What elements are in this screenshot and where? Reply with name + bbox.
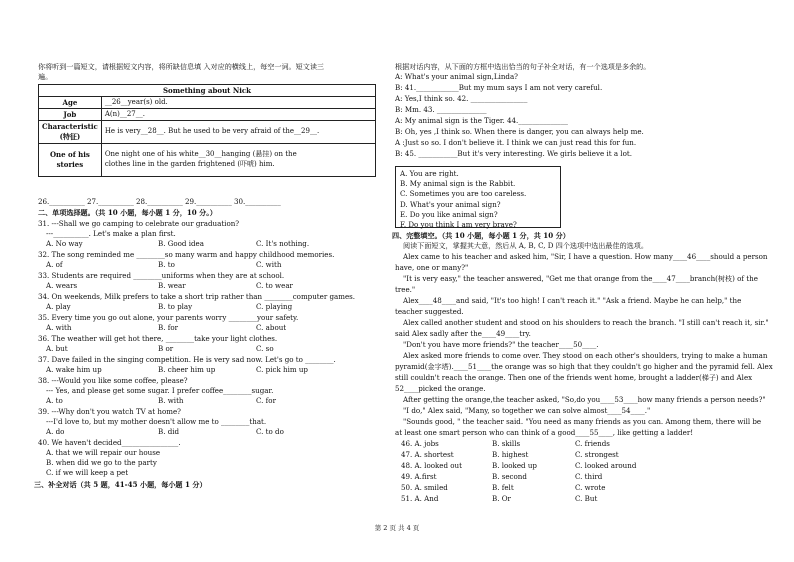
option: A. to [46,396,63,405]
passage-line: pyramid(金字塔).____51____the orange was so high that they couldn't go higher and the pyramid fell. Alex [395,362,773,371]
option: A. do [46,427,65,436]
passage-line: said Alex sadly after the____49____try. [395,329,531,338]
passage-line: "Sounds good, " the teacher said. "You need as many friends as you can. Among them, there will be [403,417,762,426]
question-31: 31. ---Shall we go camping to celebrate our graduation? [38,219,240,228]
option: A. No way [46,239,83,248]
nick-info-table [38,84,376,177]
box-option: D. What's your animal sign? [400,199,501,209]
table-title: Something about Nick [39,85,376,97]
passage-line: Alex called another student and stood on his shoulders to reach the branch. "I still can't reach it, sir." [403,318,769,327]
option: C. if we will keep a pet [46,468,129,477]
question-38: 38. ---Would you like some coffee, please? [38,376,188,385]
option: 49. A.first [401,472,437,481]
option: B. looked up [492,461,537,470]
option: A. wake him up [46,365,102,374]
row-label: Characteristic (特征) [39,121,102,144]
passage-line: teacher suggested. [395,307,464,316]
row-content: A(n)__27__. [101,109,375,121]
row-content: He is very__28__. But he used to be very afraid of the__29__. [101,121,375,144]
answer-blanks: 26.__________ 27.__________ 28.__________ 29.__________ 30.__________ [38,197,281,206]
dialog-line: A: What's your animal sign,Linda? [395,72,518,81]
passage-line: 52____picked the orange. [395,384,486,393]
row-label: Age [39,97,102,109]
option: C. with [256,260,282,269]
box-option: B. My animal sign is the Rabbit. [400,179,516,189]
option: A. wears [46,281,78,290]
option: B. Good idea [158,239,204,248]
option: C. It's nothing. [256,239,310,248]
option: A. play [46,302,71,311]
option: C. wrote [575,483,606,492]
option: B. when did we go to the party [46,458,157,467]
option: B. felt [492,483,514,492]
option: B. to [158,260,175,269]
page-footer: 第 2 页 共 4 页 [374,524,420,532]
option: C. playing [256,302,293,311]
question-31-response: ---__________. Let's make a plan first. [46,229,176,238]
option: 46. A. jobs [401,439,439,448]
question-33: 33. Students are required ________uniforms when they are at school. [38,271,285,280]
section-4-heading: 四、完整填空。（共 10 小题，每小题 1 分，共 10 分） [392,231,570,240]
row-content: One night one of his white__30__hanging (悬挂) on the clothes line in the garden frightened (吓唬) him. [101,144,375,177]
listening-instruction-cont: 遍。 [38,72,53,81]
option: A. but [46,344,68,353]
question-32: 32. The song reminded me ________so many warm and happy childhood memories. [38,250,335,259]
row-content: __26__year(s) old. [101,97,375,109]
passage-line: Alex came to his teacher and asked him, "Sir, I have a question. How many____46____should a person [403,252,768,261]
passage-line: "Don't you have more friends?" the teacher____50____. [403,340,599,349]
dialog-line: B: Mm. 43. ______________ [395,105,487,114]
dialog-instruction: 根据对话内容，从下面的方框中选出恰当的句子补全对话，有一个选项是多余的。 [395,62,651,71]
question-38-response: --- Yes, and please get some sugar. I prefer coffee________sugar. [46,386,274,395]
option: C. strongest [575,450,619,459]
dialog-options-box [395,166,561,228]
table-row [39,109,376,121]
option: A. with [46,323,72,332]
option: C. friends [575,439,610,448]
passage-line: at least one smart person who can think of a good____55____, like getting a ladder! [395,428,694,437]
option: B. highest [492,450,529,459]
table-row [39,144,376,177]
question-34: 34. On weekends, Milk prefers to take a short trip rather than ________computer games. [38,292,356,301]
option: C. so [256,344,274,353]
option: B. did [158,427,180,436]
dialog-line: B: Oh, yes ,I think so. When there is danger, you can always help me. [395,127,644,136]
option: B. skills [492,439,521,448]
passage-line: Alex____48____and said, "It's too high! I can't reach it." "Ask a friend. Maybe he can help," the [403,296,742,305]
passage-line: "I do," Alex said, "Many, so together we can solve almost____54____." [403,406,651,415]
option: 50. A. smiled [401,483,448,492]
option: C. about [256,323,287,332]
option: B. to play [158,302,193,311]
passage-line: Alex asked more friends to come over. They stood on each other's shoulders, trying to make a human [403,351,768,360]
dialog-line: A: My animal sign is the Tiger. 44.______________ [395,116,568,125]
question-35: 35. Every time you go out alone, your parents worry ________your safety. [38,313,299,322]
option: C. pick him up [256,365,308,374]
question-40: 40. We haven't decided________________. [38,438,181,447]
option: B. cheer him up [158,365,216,374]
option: 48. A. looked out [401,461,462,470]
option: 47. A. shortest [401,450,454,459]
box-option: A. You are right. [400,169,459,178]
option: C. looked around [575,461,637,470]
option: B. with [158,396,184,405]
dialog-line: B: 45. ___________But it's very interesting. We girls believe it a lot. [395,149,632,158]
dialog-line: B: 41.____________But my mum says I am not very careful. [395,83,603,92]
listening-instruction: 你将听到一篇短文，请根据短文内容，将所缺信息填 入对应的横线上，每空一词。短文读三 [38,62,325,71]
dialog-line: A :Just so so. I don't believe it. I think we can just read this for fun. [395,138,637,147]
row-label: One of his stories [39,144,102,177]
section-2-heading: 二、单项选择题。（共 10 小题，每小题 1 分，10 分。） [38,208,217,217]
passage-line: After getting the orange,the teacher asked, "So,do you____53____how many friends a person needs?" [403,395,766,404]
option: B. Or [492,494,511,503]
option: B. second [492,472,527,481]
box-option: F. Do you think I am very brave? [400,220,517,230]
option: B. for [158,323,179,332]
option: C. for [256,396,276,405]
option: C. to wear [256,281,293,290]
row-label: Job [39,109,102,121]
table-row [39,97,376,109]
option: 51. A. And [401,494,439,503]
passage-line: tree." [395,285,416,294]
box-option: E. Do you like animal sign? [400,209,498,219]
option: A. that we will repair our house [46,448,161,457]
table-row [39,121,376,144]
option: C. third [575,472,603,481]
passage-line: have, one or many?" [395,263,469,272]
option: B. wear [158,281,186,290]
passage-line: "It is very easy," the teacher answered, "Get me that orange from the____47____branch(树枝) of the [403,274,758,283]
option: C. to do [256,427,284,436]
option: B or [158,344,174,353]
question-39: 39. ---Why don't you watch TV at home? [38,407,181,416]
box-option: C. Sometimes you are too careless. [400,189,527,199]
question-36: 36. The weather will get hot there, ________take your light clothes. [38,334,278,343]
question-37: 37. Dave failed in the singing competition. He is very sad now. Let's go to ________. [38,355,336,364]
dialog-line: A: Yes,I think so. 42. ________________ [395,94,528,103]
option: C. But [575,494,598,503]
section-3-heading: 三、补全对话（共 5 题，41-45 小题，每小题 1 分） [34,480,207,489]
section-4-instruction: 阅读下面短文，掌握其大意，然后从 A, B, C, D 四个选项中选出最佳的选项。 [403,241,648,250]
option: A. of [46,260,63,269]
passage-line: still couldn't reach the orange. Then one of the friends went home, brought a ladder(梯子) and Alex [395,373,753,382]
question-39-response: ---I'd love to, but my mother doesn't allow me to ________that. [46,417,267,426]
